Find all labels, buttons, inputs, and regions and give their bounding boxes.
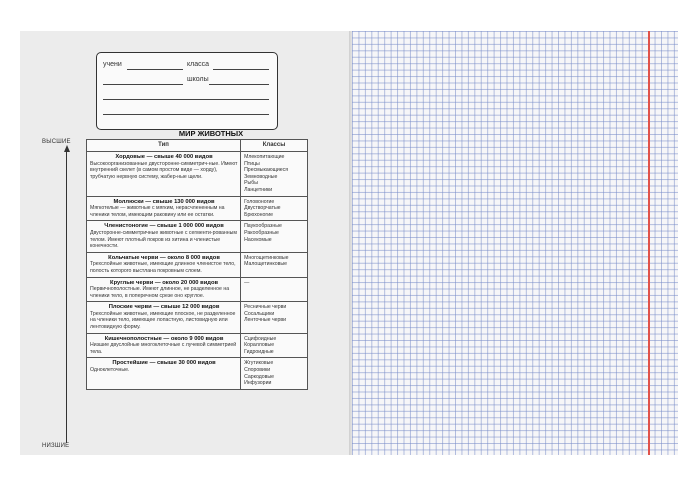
class-name: Земноводные (244, 173, 278, 180)
type-cell (87, 333, 241, 358)
blank-line (103, 114, 269, 115)
class-name: Коралловые (244, 342, 275, 349)
table-header-row (87, 140, 308, 152)
class-name: Жгутиковые (244, 360, 274, 367)
left-page (20, 31, 349, 455)
type-description: Трехслойные животные, имеющие плоское, не разделенное на членики тело, имеющее лопастную, листовидную или лентовидную форму. (90, 310, 236, 331)
table-title: МИР ЖИВОТНЫХ (178, 129, 244, 138)
class-name: Насекомые (244, 236, 272, 243)
classes-cell (241, 221, 308, 252)
class-name: Паукообразные (244, 223, 282, 230)
type-cell (87, 277, 241, 302)
class-name: — (244, 279, 250, 286)
header-type: Тип (87, 140, 241, 152)
type-description: Высокоорганизованные двусторонне-симметрич-ные. Имеют внутренний скелет (в самом простом виде — хорду), трубчатую нервную систему, жабер-ные щели. (90, 160, 238, 180)
class-name: Ленточные черви (244, 317, 287, 324)
notebook-spread (20, 31, 678, 455)
table-row (87, 252, 308, 277)
type-cell (87, 221, 241, 252)
axis-bottom-label: НИЗШИЕ (42, 443, 70, 449)
type-name: Моллюски — свыше 130 000 видов (113, 198, 215, 205)
type-cell (87, 252, 241, 277)
type-name: Кишечнополостные — около 9 000 видов (104, 335, 224, 342)
classes-cell (241, 252, 308, 277)
type-name: Хордовые — свыше 40 000 видов (115, 154, 213, 160)
type-cell (87, 358, 241, 389)
class-name: Сцифоидные (244, 335, 277, 342)
class-name: Сосальщики (244, 310, 275, 317)
pupil-label: учени (103, 61, 122, 68)
type-name: Плоские черви — свыше 12 000 видов (108, 304, 220, 311)
type-description: Низшие двуслойные многоклеточные с лучевой симметрией тела. (90, 342, 237, 355)
classes-cell (241, 333, 308, 358)
class-name: Инфузории (244, 380, 272, 387)
pupil-line (127, 69, 183, 70)
table-row (87, 196, 308, 221)
class-name: Головоногие (244, 198, 275, 205)
name-plate (96, 52, 278, 130)
type-name: Круглые черви — около 20 000 видов (110, 279, 219, 286)
class-name: Гидроидные (244, 348, 274, 355)
classes-cell (241, 302, 308, 333)
type-description: Двусторонне-симметричные животные с сегменти-рованным телом. Имеют плотный покров из хитина и членистые конечности. (90, 229, 237, 250)
class-label: класса (187, 61, 210, 68)
axis-line (66, 151, 67, 443)
school-line (209, 84, 269, 85)
right-page-grid (352, 31, 678, 455)
axis-top-label: ВЫСШИЕ (42, 139, 71, 145)
class-name: Многощетинковые (244, 254, 289, 261)
type-description: Первичнополостные. Имеют длинное, не разделенное на членики тело, в поперечном срезе оно круглое. (90, 286, 230, 299)
table-row (87, 221, 308, 252)
table-row (87, 302, 308, 333)
table-row (87, 358, 308, 389)
type-name: Простейшие — свыше 30 000 видов (112, 360, 216, 367)
classes-cell (241, 196, 308, 221)
class-line (213, 69, 269, 70)
type-cell (87, 152, 241, 197)
table-row (87, 152, 308, 197)
type-cell (87, 196, 241, 221)
class-name: Брюхоногие (244, 211, 274, 218)
class-name: Ракообразные (244, 229, 279, 236)
class-name: Малощетинковые (244, 261, 287, 268)
type-description: Одноклеточные. (90, 367, 130, 374)
school-number-line (103, 84, 183, 85)
class-name: Млекопитающие (244, 154, 285, 160)
class-name: Двустворчатые (244, 205, 281, 212)
header-classes: Классы (241, 140, 308, 152)
class-name: Рыбы (244, 180, 258, 187)
blank-line (103, 99, 269, 100)
class-name: Саркодовые (244, 373, 275, 380)
school-label: школы (187, 76, 209, 83)
classes-cell (241, 277, 308, 302)
type-name: Членистоногие — свыше 1 000 000 видов (104, 223, 224, 230)
class-name: Пресмыкающиеся (244, 167, 289, 174)
class-name: Птицы (244, 160, 260, 167)
type-cell (87, 302, 241, 333)
table-body (87, 152, 308, 390)
class-name: Ресничные черви (244, 304, 287, 311)
class-name: Споровики (244, 367, 271, 374)
class-name: Ланцетники (244, 186, 273, 193)
margin-line (648, 31, 650, 455)
type-description: Мягкотелые — животные с мягким, нерасчлененным на членики телом, имеющим раковину или ее остатки. (90, 205, 225, 218)
animals-table (86, 139, 308, 390)
type-name: Кольчатые черви — около 8 000 видов (108, 254, 220, 261)
table-row (87, 333, 308, 358)
classes-cell (241, 152, 308, 197)
classes-cell (241, 358, 308, 389)
type-description: Трехслойные животные, имеющие длинное членистое тело, полость которого выстлана покровным слоем. (90, 261, 236, 274)
table-row (87, 277, 308, 302)
